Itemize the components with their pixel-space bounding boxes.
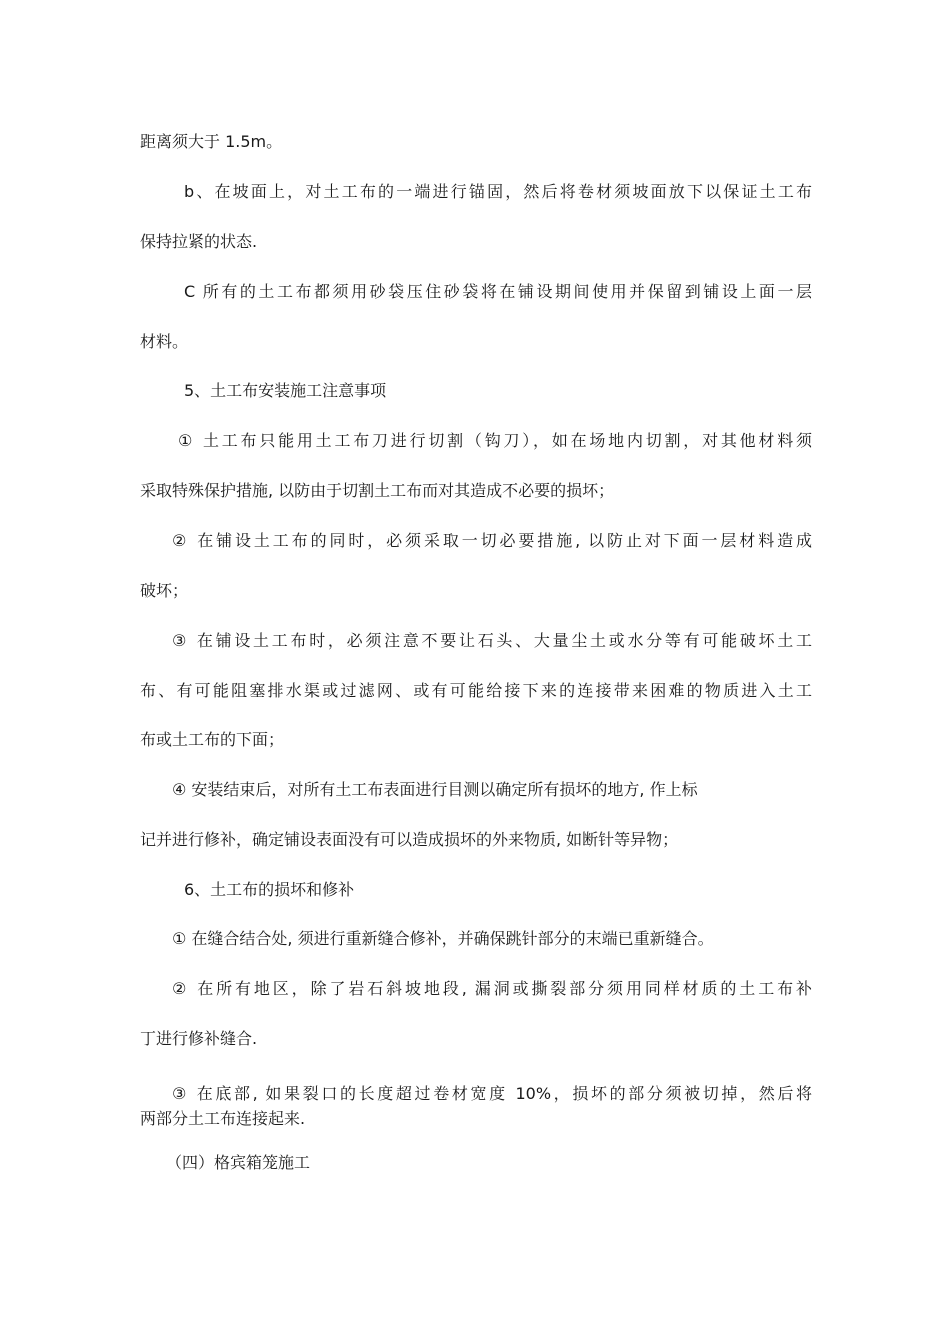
text-line: 两部分土工布连接起来.	[140, 1109, 306, 1128]
text-line: 布、有可能阻塞排水渠或过滤网、或有可能给接下来的连接带来困难的物质进入土工	[140, 681, 812, 700]
list-item-line: ② 在铺设土工布的同时，必须采取一切必要措施, 以防止对下面一层材料造成	[172, 531, 812, 550]
text-line: 距离须大于 1.5m。	[140, 132, 283, 151]
list-item-line: ③ 在底部, 如果裂口的长度超过卷材宽度 10%，损坏的部分须被切掉，然后将	[172, 1084, 812, 1103]
text-line: 布或土工布的下面；	[140, 730, 285, 749]
paragraph-line: b、在坡面上，对土工布的一端进行锚固，然后将卷材须坡面放下以保证土工布	[184, 182, 812, 201]
text-line: 丁进行修补缝合.	[140, 1029, 258, 1048]
text-line: 保持拉紧的状态.	[140, 232, 258, 251]
section-heading: （四）格宾箱笼施工	[166, 1153, 311, 1172]
paragraph-line: C 所有的土工布都须用砂袋压住砂袋将在铺设期间使用并保留到铺设上面一层	[184, 282, 812, 301]
text-line: 材料。	[140, 332, 189, 351]
text-line: 采取特殊保护措施, 以防由于切割土工布而对其造成不必要的损坏；	[140, 481, 615, 500]
list-item-line: ③ 在铺设土工布时，必须注意不要让石头、大量尘土或水分等有可能破坏土工	[172, 631, 812, 650]
text-line: 记并进行修补，确定铺设表面没有可以造成损坏的外来物质, 如断针等异物；	[140, 830, 679, 849]
list-item-line: ① 在缝合结合处, 须进行重新缝合修补，并确保跳针部分的末端已重新缝合。	[172, 929, 714, 948]
list-item-line: ① 土工布只能用土工布刀进行切割（钩刀），如在场地内切割，对其他材料须	[178, 431, 812, 450]
section-heading: 5、土工布安装施工注意事项	[184, 381, 387, 400]
list-item-line: ④ 安装结束后，对所有土工布表面进行目测以确定所有损坏的地方, 作上标	[172, 780, 698, 799]
section-heading: 6、土工布的损坏和修补	[184, 880, 355, 899]
text-line: 破坏；	[140, 581, 189, 600]
list-item-line: ② 在所有地区，除了岩石斜坡地段, 漏洞或撕裂部分须用同样材质的土工布补	[172, 979, 812, 998]
